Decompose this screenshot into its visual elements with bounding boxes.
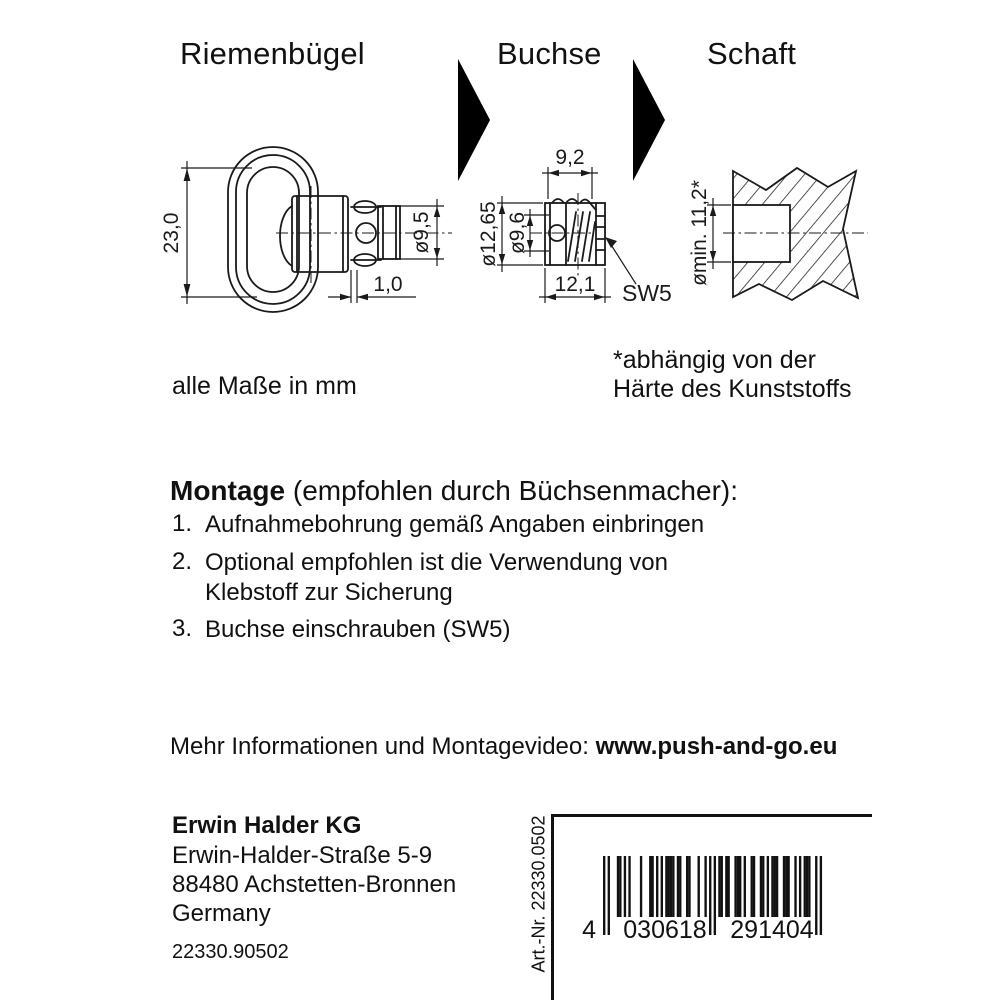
dim-23-lines [181, 161, 257, 304]
barcode-digits-left: 030618 [623, 916, 707, 944]
drawing-buchse [455, 140, 700, 315]
step-label-riemenbuegel: Riemenbügel [180, 36, 365, 71]
dim-hole-diameter: ømin. 11,2* [688, 180, 711, 286]
address-country: Germany [172, 900, 271, 927]
montage-item-1-number: 1. [172, 510, 193, 537]
montage-title [170, 475, 738, 507]
dim-ring-height: 23,0 [160, 212, 183, 254]
montage-item-2-number: 2. [172, 548, 193, 575]
dim-total-length: 12,1 [554, 273, 596, 296]
dim-groove: 1,0 [373, 273, 403, 296]
more-info-line [170, 733, 837, 761]
montage-item-2-text-line1: Optional empfohlen ist die Verwendung von [205, 549, 668, 576]
step-label-schaft: Schaft [707, 36, 797, 71]
address-street: Erwin-Halder-Straße 5-9 [172, 842, 433, 869]
montage-item-3-number: 3. [172, 615, 193, 642]
body-outline [280, 196, 348, 272]
dim-outer-diameter: ø12,65 [477, 201, 500, 267]
montage-title-rest: (empfohlen durch Büchsenmacher): [285, 475, 739, 506]
step-label-buchse: Buchse [497, 36, 602, 71]
shaft-section [733, 168, 858, 300]
document-number: 22330.90502 [172, 941, 289, 963]
footnote-line2: Härte des Kunststoffs [613, 375, 852, 403]
more-info-text: Mehr Informationen und Montagevideo: [170, 733, 596, 760]
company-name: Erwin Halder KG [172, 812, 362, 839]
footnote-line1: *abhängig von der [613, 346, 816, 374]
montage-title-bold: Montage [170, 475, 286, 506]
divider-vertical [551, 814, 554, 1000]
drawing-schaft [665, 148, 900, 318]
barcode-digit-lead: 4 [582, 916, 596, 944]
dim-bore-diameter: ø9,6 [506, 211, 529, 255]
barcode-digits-right: 291404 [730, 916, 814, 944]
dim-groove-lines [328, 270, 416, 303]
hex-key-leader [605, 237, 636, 284]
address-city: 88480 Achstetten-Bronnen [172, 871, 457, 898]
hex-key-label: SW5 [622, 280, 672, 306]
article-number-rotated: Art.-Nr. 22330.0502 [528, 815, 549, 973]
divider-horizontal [551, 814, 872, 817]
drawing-riemenbuegel [150, 135, 460, 310]
bushing-outline [545, 199, 605, 265]
montage-item-2-text-line2: Klebstoff zur Sicherung [205, 579, 453, 606]
center-lines [530, 193, 592, 276]
montage-item-3-text: Buchse einschrauben (SW5) [205, 616, 511, 643]
dim-thread-length-lines [542, 167, 598, 199]
dim-pin-diameter: ø9,5 [410, 211, 433, 254]
units-note: alle Maße in mm [172, 372, 357, 400]
ring-outline [228, 147, 318, 312]
dim-thread-length: 9,2 [555, 146, 585, 169]
website-url: www.push-and-go.eu [595, 733, 838, 760]
montage-item-1-text: Aufnahmebohrung gemäß Angaben einbringen [205, 511, 705, 538]
